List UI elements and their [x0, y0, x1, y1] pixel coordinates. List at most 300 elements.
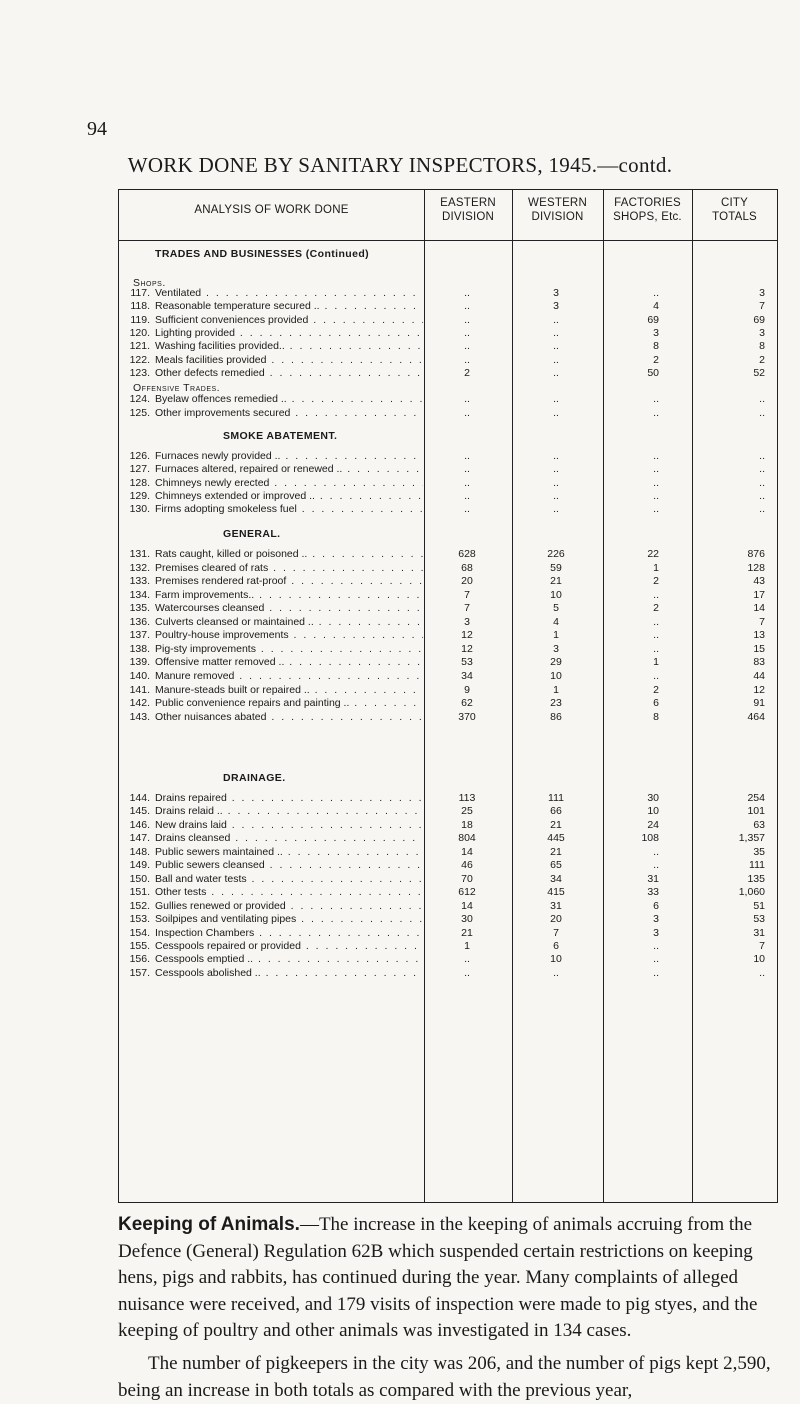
table-row [119, 819, 777, 832]
row-number: 137. [129, 629, 150, 642]
header-city-line1: CITY [721, 197, 748, 209]
row-number: 128. [129, 476, 150, 489]
eastern-value: .. [464, 313, 470, 326]
row-number: 131. [129, 548, 150, 560]
table-row [119, 913, 777, 926]
city-total-value: 7 [759, 615, 765, 628]
section-drainage: DRAINAGE. [223, 772, 286, 784]
eastern-value: 20 [461, 575, 473, 588]
row-label: Farm improvements.. . . . [155, 589, 423, 602]
row-number: 130. [129, 503, 150, 516]
factories-value: 8 [653, 710, 659, 723]
row-number: 148. [129, 845, 150, 858]
eastern-value: 70 [461, 872, 473, 885]
factories-value: 1 [653, 561, 659, 574]
city-total-value: 464 [747, 710, 765, 723]
row-label: Premises rendered rat-proof . . . [155, 575, 423, 588]
row-number: 145. [129, 805, 150, 818]
row-label: Public sewers maintained .. . . . [155, 846, 423, 859]
western-value: 7 [553, 926, 559, 939]
eastern-value: .. [464, 326, 470, 339]
western-value: 3 [553, 300, 559, 313]
factories-value: 2 [653, 683, 659, 696]
table-row [119, 354, 777, 367]
factories-value: 33 [647, 886, 659, 899]
city-total-value: 43 [753, 575, 765, 588]
eastern-value: 46 [461, 859, 473, 872]
eastern-value: 14 [461, 845, 473, 858]
row-number: 133. [129, 575, 150, 588]
row-label: Furnaces altered, repaired or renewed .. . . . [155, 463, 423, 476]
western-value: 10 [550, 953, 562, 966]
western-value: 1 [553, 629, 559, 642]
city-total-value: 15 [753, 642, 765, 655]
western-value: .. [553, 406, 559, 419]
western-value: 86 [550, 710, 562, 723]
row-label: Meals facilities provided . . . [155, 354, 423, 367]
eastern-value: 62 [461, 697, 473, 710]
factories-value: 30 [647, 792, 659, 804]
table-row [119, 846, 777, 859]
table-row [119, 287, 777, 300]
eastern-value: 53 [461, 656, 473, 669]
row-number: 140. [129, 669, 150, 682]
factories-value: 31 [647, 872, 659, 885]
table-row [119, 859, 777, 872]
row-number: 151. [129, 886, 150, 899]
western-value: .. [553, 340, 559, 353]
city-total-value: .. [759, 450, 765, 462]
table-row [119, 670, 777, 683]
row-number: 126. [129, 450, 150, 462]
header-western-line1: WESTERN [528, 197, 587, 209]
eastern-value: .. [464, 953, 470, 966]
eastern-value: 628 [458, 548, 476, 560]
eastern-value: 2 [464, 366, 470, 379]
paragraph-heading: Keeping of Animals. [118, 1214, 300, 1235]
factories-value: 6 [653, 697, 659, 710]
city-total-value: .. [759, 476, 765, 489]
table-row [119, 629, 777, 642]
western-value: .. [553, 326, 559, 339]
row-label: Poultry-house improvements . . . [155, 629, 423, 642]
table-row [119, 616, 777, 629]
row-number: 152. [129, 899, 150, 912]
table-row [119, 367, 777, 380]
row-label: Other improvements secured . . . [155, 407, 423, 420]
row-number: 143. [129, 710, 150, 723]
header-city [692, 196, 777, 224]
factories-value: .. [653, 939, 659, 952]
row-label: Inspection Chambers . . . [155, 927, 423, 940]
row-label: Cesspools emptied .. . . . [155, 953, 423, 966]
city-total-value: .. [759, 393, 765, 405]
table-row [119, 886, 777, 899]
row-number: 144. [129, 792, 150, 804]
table-row [119, 940, 777, 953]
western-value: 29 [550, 656, 562, 669]
western-value: 20 [550, 913, 562, 926]
row-number: 142. [129, 697, 150, 710]
row-number: 121. [129, 340, 150, 353]
row-number: 149. [129, 859, 150, 872]
eastern-value: 370 [458, 710, 476, 723]
row-number: 146. [129, 818, 150, 831]
city-total-value: 8 [759, 340, 765, 353]
factories-value: .. [653, 642, 659, 655]
western-value: 226 [547, 548, 565, 560]
eastern-value: .. [464, 489, 470, 502]
row-label: Furnaces newly provided .. . . . [155, 450, 423, 463]
factories-value: 3 [653, 326, 659, 339]
western-value: 415 [547, 886, 565, 899]
eastern-value: .. [464, 340, 470, 353]
factories-value: 108 [641, 832, 659, 845]
header-factories-line2: SHOPS, Etc. [613, 211, 682, 223]
western-value: .. [553, 450, 559, 462]
western-value: 65 [550, 859, 562, 872]
row-number: 124. [129, 393, 150, 405]
western-value: .. [553, 489, 559, 502]
factories-value: .. [653, 669, 659, 682]
eastern-value: .. [464, 300, 470, 313]
paragraph-body: —The increase in the keeping of animals accruing from the Defence (General) Regulation 62B which suspended certain restrictions on keeping hens, pigs and rabbits, has continued during the year. Many complaints of alleged nuisance were received, and 179 visits of inspection were made to pig styes, and the keeping of poultry and other animals was investigated in 134 cases. [118, 1214, 758, 1342]
western-value: 10 [550, 588, 562, 601]
city-total-value: 101 [747, 805, 765, 818]
western-value: 21 [550, 818, 562, 831]
eastern-value: .. [464, 406, 470, 419]
table-row [119, 953, 777, 966]
eastern-value: .. [464, 393, 470, 405]
city-total-value: 254 [747, 792, 765, 804]
eastern-value: 18 [461, 818, 473, 831]
western-value: 445 [547, 832, 565, 845]
city-total-value: 63 [753, 818, 765, 831]
city-total-value: 69 [753, 313, 765, 326]
city-total-value: 135 [747, 872, 765, 885]
city-total-value: 1,357 [738, 832, 765, 845]
western-value: 6 [553, 939, 559, 952]
header-divider [119, 240, 777, 241]
city-total-value: 83 [753, 656, 765, 669]
eastern-value: 612 [458, 886, 476, 899]
table-row [119, 900, 777, 913]
table-row [119, 300, 777, 313]
city-total-value: 52 [753, 366, 765, 379]
row-number: 119. [130, 313, 150, 326]
table-row [119, 562, 777, 575]
factories-value: 2 [653, 353, 659, 366]
factories-value: 2 [653, 602, 659, 615]
western-value: .. [553, 463, 559, 476]
western-value: .. [553, 313, 559, 326]
row-label: Washing facilities provided.. . . . [155, 340, 423, 353]
western-value: 66 [550, 805, 562, 818]
western-value: 10 [550, 669, 562, 682]
header-eastern [424, 196, 512, 224]
western-value: .. [553, 353, 559, 366]
western-value: .. [553, 476, 559, 489]
row-label: Gullies renewed or provided . . . [155, 900, 423, 913]
row-label: Public convenience repairs and painting .. . . . [155, 697, 423, 710]
row-number: 138. [129, 642, 150, 655]
factories-value: .. [653, 406, 659, 419]
western-value: 21 [550, 845, 562, 858]
header-western-line2: DIVISION [531, 211, 584, 223]
western-value: 3 [553, 642, 559, 655]
row-label: Premises cleared of rats . . . [155, 562, 423, 575]
factories-value: .. [653, 966, 659, 979]
factories-value: 3 [653, 913, 659, 926]
factories-value: .. [653, 450, 659, 462]
row-label: Sufficient conveniences provided . . . [155, 314, 423, 327]
section-smoke-abatement: SMOKE ABATEMENT. [223, 430, 338, 442]
row-number: 135. [129, 602, 150, 615]
header-western [512, 196, 603, 224]
row-label: Chimneys newly erected . . . [155, 477, 423, 490]
row-number: 120. [129, 326, 150, 339]
eastern-value: 7 [464, 588, 470, 601]
eastern-value: .. [464, 503, 470, 516]
subsection-shops: Shops. [133, 277, 166, 289]
eastern-value: .. [464, 463, 470, 476]
factories-value: .. [653, 953, 659, 966]
western-value: 5 [553, 602, 559, 615]
western-value: .. [553, 393, 559, 405]
row-label: Other defects remedied . . . [155, 367, 423, 380]
western-value: .. [553, 366, 559, 379]
eastern-value: 25 [461, 805, 473, 818]
header-factories-line1: FACTORIES [614, 197, 681, 209]
table-row [119, 407, 777, 420]
row-label: Drains cleansed . . . [155, 832, 423, 845]
western-value: .. [553, 966, 559, 979]
table-row [119, 327, 777, 340]
row-number: 154. [129, 926, 150, 939]
city-total-value: 31 [753, 926, 765, 939]
row-label: Public sewers cleansed . . . [155, 859, 423, 872]
row-label: Chimneys extended or improved .. . . . [155, 490, 423, 503]
paragraph-pigkeepers: The number of pigkeepers in the city was 206, and the number of pigs kept 2,590, being an increase in both totals as compared with the previous year, [118, 1353, 771, 1401]
city-total-value: 7 [759, 300, 765, 313]
eastern-value: .. [464, 287, 470, 299]
eastern-value: 21 [461, 926, 473, 939]
city-total-value: 91 [753, 697, 765, 710]
row-label: Drains relaid .. . . . [155, 805, 423, 818]
row-label: Pig-sty improvements . . . [155, 643, 423, 656]
city-total-value: 7 [759, 939, 765, 952]
table-row [119, 684, 777, 697]
eastern-value: 113 [458, 792, 476, 804]
western-value: 23 [550, 697, 562, 710]
city-total-value: .. [759, 966, 765, 979]
city-total-value: .. [759, 463, 765, 476]
factories-value: 6 [653, 899, 659, 912]
row-label: Drains repaired . . . [155, 792, 423, 805]
western-value: 4 [553, 615, 559, 628]
header-eastern-line2: DIVISION [441, 211, 495, 223]
factories-value: 50 [647, 366, 659, 379]
city-total-value: 35 [753, 845, 765, 858]
city-total-value: 17 [753, 588, 765, 601]
western-value: 3 [553, 287, 559, 299]
factories-value: 2 [653, 575, 659, 588]
eastern-value: 68 [461, 561, 473, 574]
row-label: Soilpipes and ventilating pipes . . . [155, 913, 423, 926]
city-total-value: 12 [753, 683, 765, 696]
table-row [119, 927, 777, 940]
eastern-value: 12 [461, 629, 473, 642]
table-row [119, 711, 777, 724]
factories-value: .. [653, 393, 659, 405]
eastern-value: .. [464, 966, 470, 979]
city-total-value: .. [759, 406, 765, 419]
header-factories [603, 196, 692, 224]
header-analysis: ANALYSIS OF WORK DONE [194, 204, 349, 216]
row-label: Other tests . . . [155, 886, 423, 899]
row-number: 129. [129, 489, 150, 502]
row-number: 125. [129, 406, 150, 419]
table-row [119, 792, 777, 805]
city-total-value: 44 [753, 669, 765, 682]
table-row [119, 805, 777, 818]
factories-value: 8 [653, 340, 659, 353]
row-label: Manure removed . . . [155, 670, 423, 683]
row-number: 122. [129, 353, 150, 366]
factories-value: 1 [653, 656, 659, 669]
western-value: 59 [550, 561, 562, 574]
row-number: 153. [129, 913, 150, 926]
factories-value: .. [653, 845, 659, 858]
row-label: Cesspools repaired or provided . . . [155, 940, 423, 953]
row-label: Reasonable temperature secured .. . . . [155, 300, 423, 313]
factories-value: 24 [647, 818, 659, 831]
table-row [119, 967, 777, 980]
factories-value: .. [653, 476, 659, 489]
row-number: 156. [129, 953, 150, 966]
row-label: Offensive matter removed .. . . . [155, 656, 423, 669]
row-label: Firms adopting smokeless fuel . . . [155, 503, 423, 516]
row-number: 136. [129, 615, 150, 628]
table-row [119, 490, 777, 503]
city-total-value: .. [759, 503, 765, 516]
paragraph-keeping-animals [118, 1212, 780, 1345]
table-row [119, 643, 777, 656]
table-row [119, 314, 777, 327]
row-label: Byelaw offences remedied .. . . . [155, 393, 423, 406]
table-row [119, 393, 777, 406]
western-value: 34 [550, 872, 562, 885]
factories-value: .. [653, 615, 659, 628]
row-number: 155. [129, 939, 150, 952]
eastern-value: 30 [461, 913, 473, 926]
city-total-value: 13 [753, 629, 765, 642]
factories-value: .. [653, 503, 659, 516]
factories-value: 3 [653, 926, 659, 939]
header-city-line2: TOTALS [712, 211, 757, 223]
factories-value: .. [653, 489, 659, 502]
table-row [119, 548, 777, 561]
row-label: Manure-steads built or repaired .. . . . [155, 684, 423, 697]
row-number: 134. [129, 588, 150, 601]
factories-value: 22 [647, 548, 659, 560]
factories-value: 10 [647, 805, 659, 818]
page-number: 94 [87, 118, 107, 140]
header-eastern-line1: EASTERN [440, 197, 496, 209]
table-row [119, 589, 777, 602]
table-row [119, 832, 777, 845]
table-row [119, 575, 777, 588]
city-total-value: 10 [753, 953, 765, 966]
table-row [119, 697, 777, 710]
table-row [119, 463, 777, 476]
city-total-value: 3 [759, 326, 765, 339]
city-total-value: 876 [747, 548, 765, 560]
eastern-value: 14 [461, 899, 473, 912]
eastern-value: 3 [464, 615, 470, 628]
city-total-value: .. [759, 489, 765, 502]
city-total-value: 51 [753, 899, 765, 912]
factories-value: .. [653, 463, 659, 476]
factories-value: .. [653, 588, 659, 601]
city-total-value: 14 [753, 602, 765, 615]
page-title: WORK DONE BY SANITARY INSPECTORS, 1945.—contd. [127, 153, 673, 177]
row-label: Watercourses cleansed . . . [155, 602, 423, 615]
row-number: 117. [130, 287, 150, 299]
western-value: .. [553, 503, 559, 516]
eastern-value: 1 [464, 939, 470, 952]
city-total-value: 3 [759, 287, 765, 299]
row-label: Ventilated . . . [155, 287, 423, 300]
eastern-value: 7 [464, 602, 470, 615]
row-number: 139. [129, 656, 150, 669]
factories-value: 69 [647, 313, 659, 326]
factories-value: 4 [653, 300, 659, 313]
table-row [119, 503, 777, 516]
table-row [119, 340, 777, 353]
eastern-value: .. [464, 353, 470, 366]
row-number: 123. [129, 366, 150, 379]
city-total-value: 111 [749, 859, 765, 872]
row-label: Cesspools abolished .. . . . [155, 967, 423, 980]
factories-value: .. [653, 629, 659, 642]
row-label: Other nuisances abated . . . [155, 711, 423, 724]
table-row [119, 656, 777, 669]
eastern-value: .. [464, 476, 470, 489]
western-value: 21 [550, 575, 562, 588]
table-row [119, 477, 777, 490]
row-label: Culverts cleansed or maintained .. . . . [155, 616, 423, 629]
table-row [119, 602, 777, 615]
row-number: 147. [129, 832, 150, 845]
factories-value: .. [653, 287, 659, 299]
western-value: 31 [550, 899, 562, 912]
row-number: 141. [129, 683, 150, 696]
city-total-value: 2 [759, 353, 765, 366]
work-done-table [118, 189, 778, 1203]
table-row [119, 450, 777, 463]
eastern-value: 12 [461, 642, 473, 655]
eastern-value: 804 [458, 832, 476, 845]
row-label: New drains laid . . . [155, 819, 423, 832]
row-number: 118. [130, 300, 150, 313]
subsection-offensive-trades: Offensive Trades. [133, 382, 221, 394]
western-value: 111 [548, 792, 564, 804]
row-label: Ball and water tests . . . [155, 873, 423, 886]
table-row [119, 873, 777, 886]
western-value: 1 [553, 683, 559, 696]
section-trades: TRADES AND BUSINESSES (Continued) [155, 248, 370, 260]
